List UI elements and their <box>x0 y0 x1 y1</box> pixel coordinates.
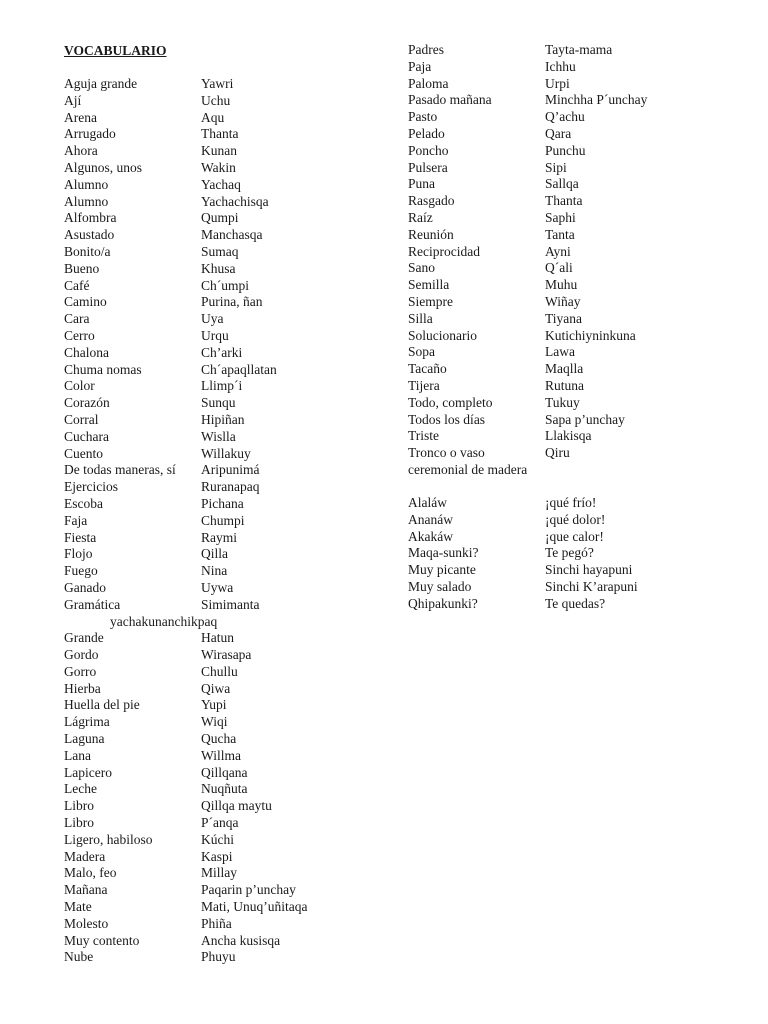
spanish-term: Solucionario <box>408 327 477 343</box>
quechua-term: Maqlla <box>545 361 584 377</box>
quechua-term: Tanta <box>545 226 575 242</box>
quechua-term: Sallqa <box>545 176 579 192</box>
spanish-term: Cuchara <box>64 428 109 444</box>
quechua-term: Llimp´i <box>201 378 243 394</box>
quechua-term: Minchha P´unchay <box>545 92 648 108</box>
quechua-term: Uywa <box>201 579 234 595</box>
spanish-term: Pulsera <box>408 159 448 175</box>
spanish-term: Ganado <box>64 579 106 595</box>
spanish-term: Tronco o vaso <box>408 445 485 461</box>
quechua-term: Sinchi K’arapuni <box>545 578 638 594</box>
spanish-term: Gordo <box>64 647 99 663</box>
quechua-term: Pichana <box>201 495 244 511</box>
quechua-term: Wirasapa <box>201 647 252 663</box>
quechua-term: Ch’arki <box>201 344 243 360</box>
quechua-term: Ichhu <box>545 58 576 74</box>
quechua-term: Simimanta <box>201 596 260 612</box>
spanish-term: Reciprocidad <box>408 243 480 259</box>
spanish-term: Aguja grande <box>64 76 138 91</box>
spanish-term: Alumno <box>64 193 109 209</box>
quechua-term: ¡qué dolor! <box>545 511 606 527</box>
quechua-term: Willma <box>201 747 241 763</box>
spanish-term: Mate <box>64 899 92 915</box>
spanish-term: Asustado <box>64 227 115 243</box>
spanish-term: De todas maneras, sí <box>64 462 176 478</box>
quechua-term: Qiru <box>545 445 570 461</box>
quechua-term: Saphi <box>545 209 576 225</box>
spanish-term: Madera <box>64 848 106 864</box>
quechua-term: Thanta <box>201 126 239 142</box>
spanish-term: Cara <box>64 311 90 327</box>
continuation-text: ceremonial de madera <box>408 461 528 477</box>
quechua-term: Nuqñuta <box>201 781 248 797</box>
quechua-term: Tukuy <box>545 394 580 410</box>
quechua-term: Rutuna <box>545 377 584 393</box>
quechua-term: Llakisqa <box>545 428 592 444</box>
spanish-term: Ligero, habiloso <box>64 831 153 847</box>
spanish-term: Corazón <box>64 395 110 411</box>
quechua-term: Te quedas? <box>545 595 606 611</box>
spanish-term: Todos los días <box>408 411 486 427</box>
quechua-term: Qiwa <box>201 680 231 696</box>
quechua-term: Yachaq <box>201 176 241 192</box>
spanish-term: Café <box>64 277 90 293</box>
spanish-term: Ananáw <box>408 511 453 527</box>
quechua-term: Lawa <box>545 344 575 360</box>
spanish-term: Corral <box>64 411 99 427</box>
quechua-term: Qara <box>545 125 572 141</box>
quechua-term: Uchu <box>201 92 231 108</box>
quechua-term: Thanta <box>545 193 583 209</box>
spanish-term: Arena <box>64 109 97 125</box>
quechua-term: Tiyana <box>545 310 583 326</box>
quechua-term: Millay <box>201 865 237 881</box>
spanish-term: Leche <box>64 781 97 797</box>
spanish-term: Rasgado <box>408 193 455 209</box>
spanish-term: Gorro <box>64 663 97 679</box>
quechua-term: Muhu <box>545 277 578 293</box>
quechua-term: Sumaq <box>201 243 239 259</box>
spanish-term: Tijera <box>408 377 440 393</box>
spanish-term: Todo, completo <box>408 394 493 410</box>
quechua-term: Kaspi <box>201 848 233 864</box>
spanish-term: Huella del pie <box>64 697 140 713</box>
spanish-term: Fuego <box>64 563 98 579</box>
spanish-term: Lapicero <box>64 764 112 780</box>
spanish-term: Muy salado <box>408 578 472 594</box>
spanish-term: Flojo <box>64 546 93 562</box>
quechua-term: Raymi <box>201 529 237 545</box>
spanish-term: Bueno <box>64 260 100 276</box>
quechua-term: Sipi <box>545 159 567 175</box>
spanish-term: Muy contento <box>64 932 140 948</box>
spanish-term: Escoba <box>64 495 103 511</box>
spanish-term: Sano <box>408 260 435 276</box>
quechua-term: Wislla <box>201 428 236 444</box>
page-title: VOCABULARIO <box>64 43 167 58</box>
spanish-term: Grande <box>64 630 104 646</box>
quechua-term: Aripunimá <box>201 462 260 478</box>
spanish-term: Pelado <box>408 125 445 141</box>
spanish-term: Muy picante <box>408 562 476 578</box>
quechua-term: Wakin <box>201 159 236 175</box>
spanish-term: Malo, feo <box>64 865 117 881</box>
quechua-term: Hatun <box>201 630 234 646</box>
continuation-text: yachakunanchikpaq <box>110 613 218 629</box>
spanish-term: Molesto <box>64 915 109 931</box>
quechua-term: Chullu <box>201 663 238 679</box>
spanish-term: Fiesta <box>64 529 97 545</box>
quechua-term: Kutichiyninkuna <box>545 327 636 343</box>
spanish-term: Chuma nomas <box>64 361 142 377</box>
quechua-term: Te pegó? <box>545 545 594 561</box>
spanish-term: Libro <box>64 815 94 831</box>
quechua-term: Ch´umpi <box>201 277 250 293</box>
quechua-term: Ch´apaqllatan <box>201 361 277 377</box>
spanish-term: Akakáw <box>408 528 453 544</box>
spanish-term: Pasado mañana <box>408 92 492 108</box>
spanish-term: Arrugado <box>64 126 116 142</box>
spanish-term: Reunión <box>408 226 454 242</box>
spanish-term: Silla <box>408 310 433 326</box>
quechua-term: Yachachisqa <box>201 193 269 209</box>
spanish-term: Ahora <box>64 143 98 159</box>
quechua-term: Phiña <box>201 915 232 931</box>
spanish-term: Algunos, unos <box>64 159 143 175</box>
spanish-term: Alfombra <box>64 210 117 226</box>
quechua-term: Nina <box>201 563 228 579</box>
quechua-term: Sinchi hayapuni <box>545 562 633 578</box>
spanish-term: Pasto <box>408 109 438 125</box>
quechua-term: Qumpi <box>201 210 239 226</box>
quechua-term: Punchu <box>545 142 586 158</box>
quechua-term: Ruranapaq <box>201 479 260 495</box>
quechua-term: ¡qué frío! <box>545 495 597 510</box>
quechua-term: Yawri <box>201 76 234 91</box>
spanish-term: Maqa-sunki? <box>408 545 479 561</box>
spanish-term: Paja <box>408 58 432 74</box>
quechua-term: Urpi <box>545 75 570 91</box>
spanish-term: Ejercicios <box>64 479 118 495</box>
spanish-term: Siempre <box>408 293 453 309</box>
spanish-term: Padres <box>408 42 444 57</box>
quechua-term: Chumpi <box>201 512 245 528</box>
quechua-term: ¡que calor! <box>545 528 604 544</box>
quechua-term: Yupi <box>201 697 227 713</box>
quechua-term: Ancha kusisqa <box>201 932 281 948</box>
quechua-term: Sapa p’unchay <box>545 411 625 427</box>
spanish-term: Mañana <box>64 882 108 898</box>
spanish-term: Ají <box>64 92 82 108</box>
quechua-term: Qucha <box>201 731 237 747</box>
quechua-term: Hipiñan <box>201 411 245 427</box>
quechua-term: Qilla <box>201 546 228 562</box>
spanish-term: Puna <box>408 176 435 192</box>
spanish-term: Triste <box>408 428 440 444</box>
quechua-term: P´anqa <box>201 815 239 831</box>
spanish-term: Camino <box>64 294 107 310</box>
quechua-term: Q’achu <box>545 109 585 125</box>
spanish-term: Faja <box>64 512 88 528</box>
spanish-term: Cuento <box>64 445 103 461</box>
spanish-term: Semilla <box>408 277 450 293</box>
quechua-term: Khusa <box>201 260 236 276</box>
spanish-term: Bonito/a <box>64 243 111 259</box>
spanish-term: Cerro <box>64 327 95 343</box>
quechua-term: Sunqu <box>201 395 236 411</box>
spanish-term: Sopa <box>408 344 435 360</box>
quechua-term: Ayni <box>545 243 571 259</box>
quechua-term: Kúchi <box>201 831 234 847</box>
quechua-term: Wiñay <box>545 293 581 309</box>
quechua-term: Tayta-mama <box>545 42 613 57</box>
spanish-term: Qhipakunki? <box>408 595 478 611</box>
quechua-term: Phuyu <box>201 949 236 965</box>
quechua-term: Q´ali <box>545 260 573 276</box>
spanish-term: Color <box>64 378 95 394</box>
quechua-term: Willakuy <box>201 445 251 461</box>
quechua-term: Paqarin p’unchay <box>201 882 296 898</box>
quechua-term: Purina, ñan <box>201 294 263 310</box>
quechua-term: Manchasqa <box>201 227 263 243</box>
spanish-term: Alaláw <box>408 495 447 510</box>
spanish-term: Paloma <box>408 75 449 91</box>
quechua-term: Uya <box>201 311 224 327</box>
spanish-term: Chalona <box>64 344 109 360</box>
spanish-term: Poncho <box>408 142 449 158</box>
quechua-term: Wiqi <box>201 714 228 730</box>
spanish-term: Raíz <box>408 209 433 225</box>
quechua-term: Qillqa maytu <box>201 798 272 814</box>
quechua-term: Kunan <box>201 143 237 159</box>
spanish-term: Hierba <box>64 680 101 696</box>
spanish-term: Tacaño <box>408 361 447 377</box>
spanish-term: Gramática <box>64 596 121 612</box>
spanish-term: Libro <box>64 798 94 814</box>
quechua-term: Urqu <box>201 327 229 343</box>
quechua-term: Qillqana <box>201 764 248 780</box>
quechua-term: Mati, Unuq’uñitaqa <box>201 899 308 915</box>
spanish-term: Laguna <box>64 731 105 747</box>
spanish-term: Alumno <box>64 176 109 192</box>
spanish-term: Lágrima <box>64 714 110 730</box>
spanish-term: Nube <box>64 949 94 965</box>
quechua-term: Aqu <box>201 109 225 125</box>
spanish-term: Lana <box>64 747 91 763</box>
